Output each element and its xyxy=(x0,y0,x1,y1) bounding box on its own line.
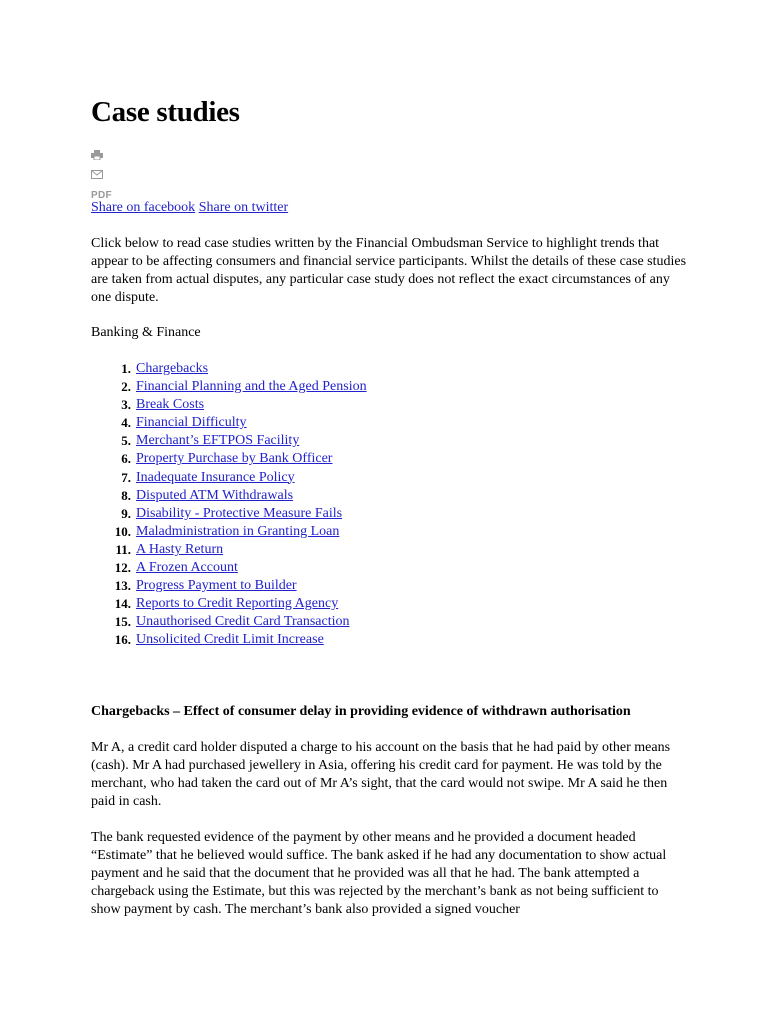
list-number: 15. xyxy=(114,614,131,630)
article-title: Chargebacks – Effect of consumer delay in providing evidence of withdrawn authorisation xyxy=(91,704,631,719)
list-item xyxy=(91,541,691,559)
list-number: 6. xyxy=(121,451,131,467)
list-item xyxy=(91,613,691,631)
list-number: 12. xyxy=(114,560,131,576)
print-icon xyxy=(91,150,103,160)
case-link-financial-difficulty[interactable]: Financial Difficulty xyxy=(136,415,247,431)
share-links xyxy=(91,199,288,217)
list-number: 14. xyxy=(114,596,131,612)
case-link-maladministration[interactable]: Maladministration in Granting Loan xyxy=(136,523,340,539)
list-item xyxy=(91,577,691,595)
case-link-property-purchase[interactable]: Property Purchase by Bank Officer xyxy=(136,451,333,467)
page-title: Case studies xyxy=(91,96,240,128)
case-link-credit-reporting[interactable]: Reports to Credit Reporting Agency xyxy=(136,596,339,612)
case-link-disability[interactable]: Disability - Protective Measure Fails xyxy=(136,505,343,521)
list-item xyxy=(91,631,691,649)
list-number: 13. xyxy=(114,578,131,594)
case-link-break-costs[interactable]: Break Costs xyxy=(136,397,205,413)
case-link-chargebacks[interactable]: Chargebacks xyxy=(136,361,209,376)
list-item xyxy=(91,523,691,541)
share-facebook-link[interactable]: Share on facebook xyxy=(91,200,196,215)
list-item xyxy=(91,432,691,450)
share-twitter-link[interactable]: Share on twitter xyxy=(198,200,289,215)
list-number: 2. xyxy=(121,379,131,395)
article-paragraph: The bank requested evidence of the payment by other means and he provided a document headed “Estimate” that he believed would suffice. The bank asked if he had any documentation to show actual payment and he said that the document that he provided was all that he had. The bank attempted a chargeback using the Estimate, but this was rejected by the merchant’s bank as not being sufficient to show payment by cash. The merchant’s bank also provided a signed voucher xyxy=(91,830,667,917)
intro-paragraph: Click below to read case studies written by the Financial Ombudsman Service to highlight trends that appear to be affecting consumers and financial service participants. Whilst the details of these case studies are taken from actual disputes, any particular case study does not reflect the exact circumstances of any one dispute. xyxy=(91,236,687,305)
list-item xyxy=(91,450,691,468)
email-icon xyxy=(91,170,103,179)
list-item xyxy=(91,559,691,577)
list-item xyxy=(91,469,691,487)
pdf-button[interactable]: PDF xyxy=(91,190,112,201)
list-number: 10. xyxy=(114,523,131,539)
case-link-financial-planning[interactable]: Financial Planning and the Aged Pension xyxy=(136,379,367,395)
case-link-inadequate-insurance[interactable]: Inadequate Insurance Policy xyxy=(136,469,295,485)
page-tools xyxy=(91,147,112,204)
list-item xyxy=(91,595,691,613)
list-item xyxy=(91,378,691,396)
list-item xyxy=(91,360,691,378)
list-item xyxy=(91,487,691,505)
case-link-unauthorised-transaction[interactable]: Unauthorised Credit Card Transaction xyxy=(136,614,350,630)
list-number: 7. xyxy=(121,469,131,485)
list-item xyxy=(91,505,691,523)
list-number: 4. xyxy=(121,415,131,431)
list-number: 11. xyxy=(115,541,131,557)
case-link-progress-payment[interactable]: Progress Payment to Builder xyxy=(136,578,297,594)
list-number: 5. xyxy=(121,433,131,449)
case-link-frozen-account[interactable]: A Frozen Account xyxy=(136,560,238,576)
print-button[interactable] xyxy=(91,150,112,167)
section-title: Banking & Finance xyxy=(91,325,201,340)
case-link-credit-limit-increase[interactable]: Unsolicited Credit Limit Increase xyxy=(136,632,324,648)
email-button[interactable] xyxy=(91,170,112,187)
list-number: 16. xyxy=(114,632,131,648)
list-number: 9. xyxy=(121,505,131,521)
list-item xyxy=(91,414,691,432)
case-link-eftpos-facility[interactable]: Merchant’s EFTPOS Facility xyxy=(136,433,300,449)
article-paragraph: Mr A, a credit card holder disputed a charge to his account on the basis that he had paid by other means (cash). Mr A had purchased jewellery in Asia, offering his credit card for payment. He was told by the merchant, who had taken the card out of Mr A’s sight, that the card would not swipe. Mr A said he then paid in cash. xyxy=(91,740,671,809)
list-number: 8. xyxy=(121,487,131,503)
case-link-hasty-return[interactable]: A Hasty Return xyxy=(136,541,224,557)
case-link-disputed-atm[interactable]: Disputed ATM Withdrawals xyxy=(136,487,294,503)
list-number: 3. xyxy=(121,397,131,413)
list-number: 1. xyxy=(121,361,131,376)
case-study-list xyxy=(91,360,691,650)
list-item xyxy=(91,396,691,414)
